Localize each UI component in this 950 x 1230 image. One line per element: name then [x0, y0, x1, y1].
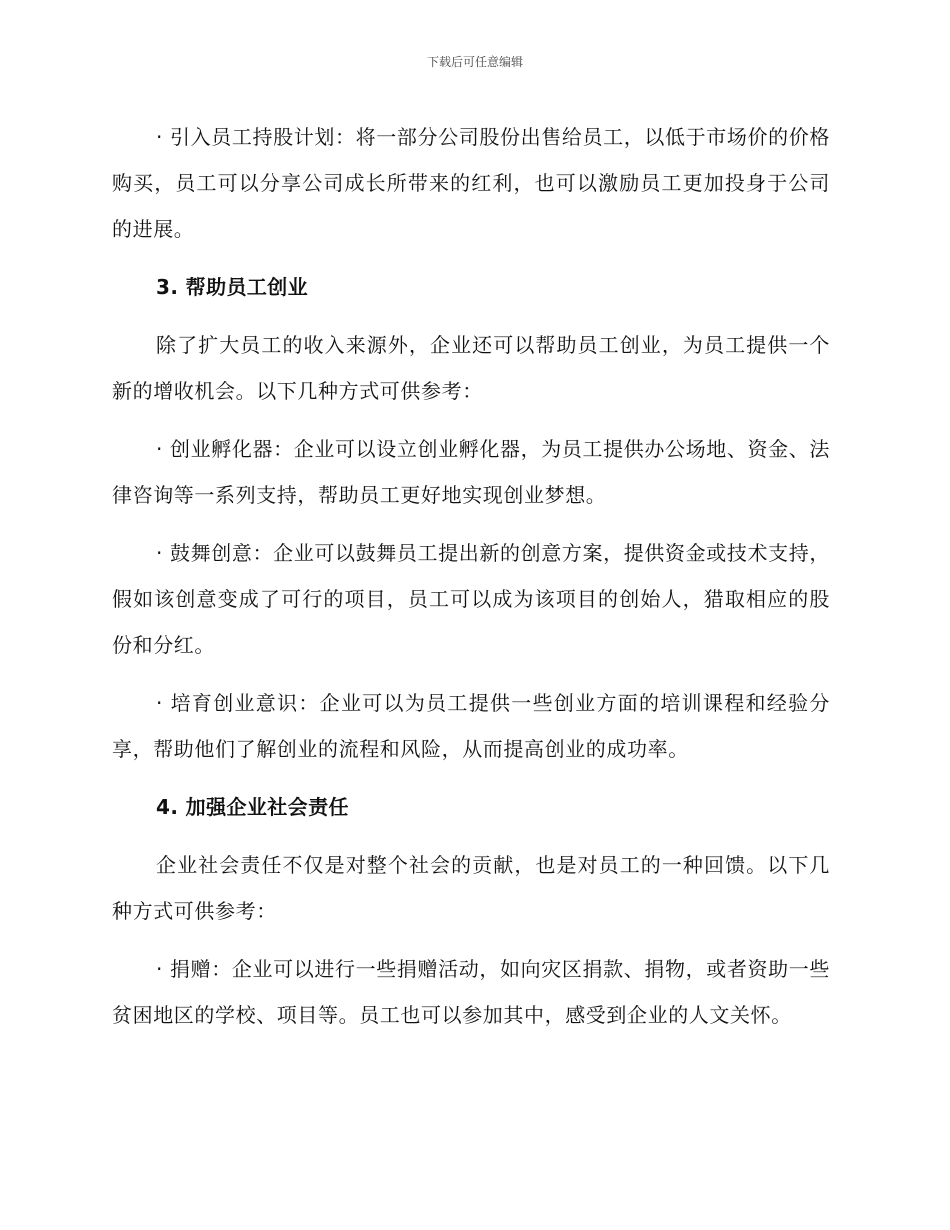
paragraph-csr-intro: 企业社会责任不仅是对整个社会的贡献，也是对员工的一种回馈。以下几种方式可供参考： [112, 853, 830, 923]
paragraph-gap [112, 830, 830, 842]
paragraph-gap [112, 934, 830, 946]
document-body [112, 114, 830, 1038]
section-heading-help-startup: 3. 帮助员工创业 [156, 275, 309, 299]
paragraph-gap [112, 252, 830, 264]
paragraph-startup-intro: 除了扩大员工的收入来源外，企业还可以帮助员工创业，为员工提供一个新的增收机会。以下几种方式可供参考： [112, 333, 830, 403]
paragraph-gap [112, 414, 830, 426]
paragraph-gap [112, 668, 830, 680]
paragraph-gap [112, 772, 830, 784]
paragraph-donation: · 捐赠：企业可以进行一些捐赠活动，如向灾区捐款、捐物，或者资助一些贫困地区的学校、项目等。员工也可以参加其中，感受到企业的人文关怀。 [112, 957, 830, 1027]
paragraph-employee-stock-plan: · 引入员工持股计划：将一部分公司股份出售给员工，以低于市场价的价格购买，员工可以分享公司成长所带来的红利，也可以激励员工更加投身于公司的进展。 [112, 125, 830, 241]
paragraph-incubator: · 创业孵化器：企业可以设立创业孵化器，为员工提供办公场地、资金、法律咨询等一系列支持，帮助员工更好地实现创业梦想。 [112, 437, 830, 507]
section-heading-social-responsibility: 4. 加强企业社会责任 [156, 795, 349, 819]
header-note: 下载后可任意编辑 [426, 55, 523, 69]
paragraph-encourage-ideas: · 鼓舞创意：企业可以鼓舞员工提出新的创意方案，提供资金或技术支持，假如该创意变成了可行的项目，员工可以成为该项目的创始人，猎取相应的股份和分红。 [112, 541, 830, 657]
paragraph-gap [112, 310, 830, 322]
paragraph-startup-training: · 培育创业意识：企业可以为员工提供一些创业方面的培训课程和经验分享，帮助他们了解创业的流程和风险，从而提高创业的成功率。 [112, 691, 830, 761]
paragraph-gap [112, 518, 830, 530]
